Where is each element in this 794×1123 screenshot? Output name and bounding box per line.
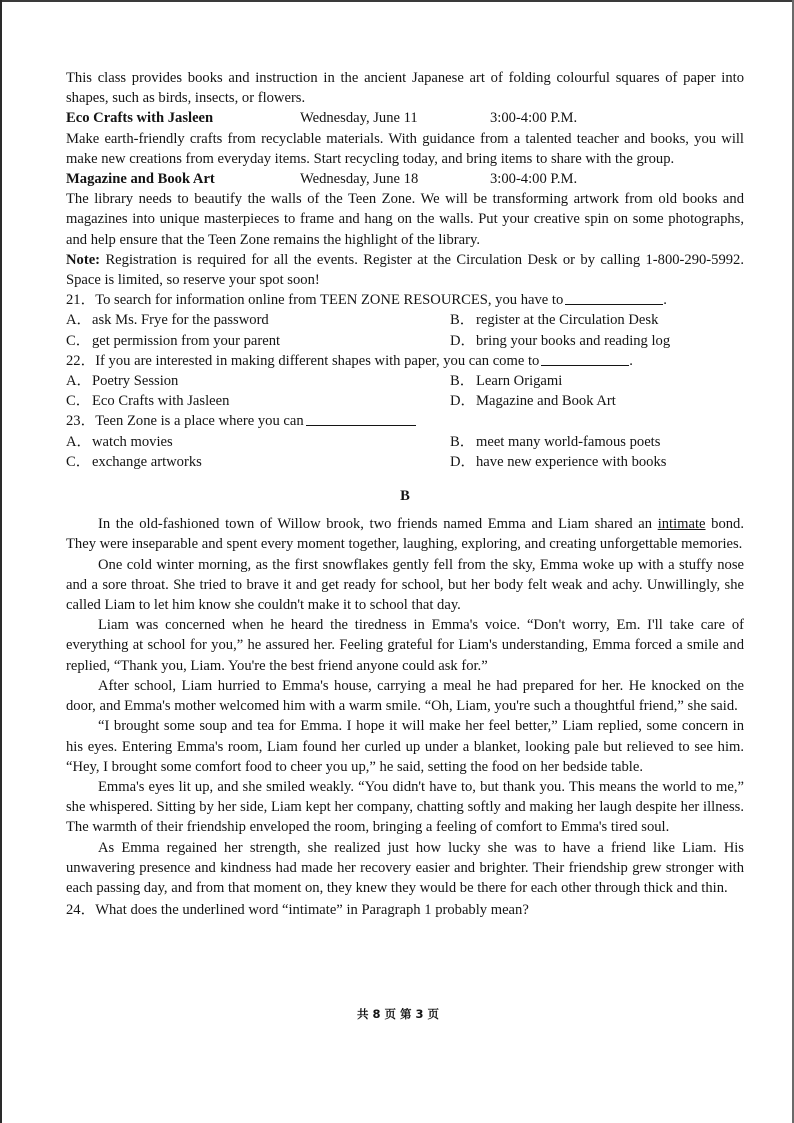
event-time: 3:00-4:00 P.M. — [490, 110, 578, 127]
magazine-art-description: The library needs to beautify the walls of the Teen Zone. We will be transforming artwork from old books and magazines into unique masterpieces to frame and hang on the walls. Put your creative spin on some photographs, and help ensure that the Teen Zone remains the highlight of the library. — [66, 191, 744, 248]
event-name: Magazine and Book Art — [66, 171, 215, 188]
option-text: Learn Origami — [476, 373, 563, 390]
option-text: ask Ms. Frye for the password — [92, 312, 269, 329]
origami-description: This class provides books and instruction in the ancient Japanese art of folding colourful squares of paper into shapes, such as birds, insects, or flowers. — [66, 70, 744, 107]
option-d — [450, 331, 744, 351]
answer-blank — [565, 290, 663, 305]
option-letter: C． — [66, 453, 91, 470]
question-21 — [66, 290, 744, 310]
option-text: Magazine and Book Art — [476, 393, 616, 410]
option-text: register at the Circulation Desk — [476, 312, 659, 329]
option-letter: C． — [66, 393, 91, 410]
underlined-word: intimate — [657, 516, 706, 533]
option-letter: B． — [450, 373, 475, 390]
option-b — [450, 310, 744, 330]
event-date: Wednesday, June 11 — [300, 110, 418, 127]
option-text: have new experience with books — [476, 453, 667, 470]
paragraph-text: bond. They were inseparable and spent every moment together, laughing, exploring, and creating unforgettable memories. — [66, 516, 744, 553]
option-letter: B． — [450, 312, 475, 329]
question-end: . — [663, 292, 667, 309]
option-b — [450, 432, 744, 452]
question-stem: 22．If you are interested in making different shapes with paper, you can come to — [66, 352, 540, 369]
question-23 — [66, 411, 744, 431]
option-a — [66, 310, 450, 330]
option-text: bring your books and reading log — [476, 332, 671, 349]
option-letter: D． — [450, 332, 476, 349]
paragraph-2: One cold winter morning, as the first snowflakes gently fell from the sky, Emma woke up with a stuffy nose and a sore throat. She tried to brave it and get ready for school, but her body felt weak and achy. Unwillingly, she called Liam to let him know she couldn't make it to school that day. — [66, 556, 744, 614]
options-row — [66, 391, 744, 411]
option-text: get permission from your parent — [92, 332, 281, 349]
option-d — [450, 452, 744, 472]
options-row — [66, 452, 744, 472]
paragraph-4: After school, Liam hurried to Emma's house, carrying a meal he had prepared for her. He knocked on the door, and Emma's mother welcomed him with a warm smile. “Oh, Liam, you're such a thoughtful friend,” she said. — [66, 677, 744, 715]
event-date: Wednesday, June 18 — [300, 171, 419, 188]
option-a — [66, 432, 450, 452]
event-time: 3:00-4:00 P.M. — [490, 171, 578, 188]
answer-blank — [541, 351, 629, 366]
option-letter: A． — [66, 433, 92, 450]
option-text: Eco Crafts with Jasleen — [92, 393, 230, 410]
paragraph-6: Emma's eyes lit up, and she smiled weakly. “You didn't have to, but thank you. This means the world to me,” she whispered. Sitting by her side, Liam kept her company, chatting softly and making her laugh despite her illness. The warmth of their friendship enveloped the room, bringing a feeling of comfort to Emma's tired soul. — [66, 778, 744, 836]
event-magazine-book-art — [66, 169, 744, 189]
option-c — [66, 452, 450, 472]
question-stem: 23．Teen Zone is a place where you can — [66, 413, 304, 430]
option-b — [450, 371, 744, 391]
page-footer: 共 8 页 第 3 页 — [356, 1007, 440, 1021]
question-stem: 21．To search for information online from TEEN ZONE RESOURCES, you have to — [66, 292, 564, 309]
registration-note — [66, 250, 744, 290]
scan-border-top — [2, 0, 794, 2]
event-name: Eco Crafts with Jasleen — [66, 110, 214, 127]
options-row — [66, 331, 744, 351]
option-text: exchange artworks — [92, 453, 202, 470]
section-heading: B — [400, 488, 410, 505]
question-end: . — [629, 352, 633, 369]
option-letter: B． — [450, 433, 475, 450]
options-row — [66, 371, 744, 391]
option-c — [66, 331, 450, 351]
note-label: Note: — [66, 251, 101, 268]
option-letter: A． — [66, 373, 92, 390]
option-letter: A． — [66, 312, 92, 329]
question-24: 24．What does the underlined word “intimate” in Paragraph 1 probably mean? — [66, 902, 529, 919]
options-row — [66, 432, 744, 452]
question-22 — [66, 351, 744, 371]
option-text: Poetry Session — [92, 373, 179, 390]
options-row — [66, 310, 744, 330]
note-text: Registration is required for all the events. Register at the Circulation Desk or by calling 1-800-290-5992. Space is limited, so reserve your spot soon! — [66, 251, 744, 289]
paragraph-3: Liam was concerned when he heard the tiredness in Emma's voice. “Don't worry, Em. I'll take care of everything at school for you,” he assured her. Feeling grateful for Liam's understanding, Emma forced a smile and replied, “Thank you, Liam. You're the best friend anyone could ask for.” — [66, 617, 744, 674]
paragraph-5: “I brought some soup and tea for Emma. I hope it will make her feel better,” Liam replied, some concern in his eyes. Entering Emma's room, Liam found her curled up under a blanket, looking pale but relieved to see him. “Hey, I brought some comfort food to cheer you up,” he said, setting the food on her bedside table. — [66, 718, 744, 775]
event-eco-crafts — [66, 108, 744, 128]
option-letter: C． — [66, 332, 91, 349]
answer-blank — [306, 411, 416, 426]
option-a — [66, 371, 450, 391]
paragraph-7: As Emma regained her strength, she realized just how lucky she was to have a friend like Liam. His unwavering presence and kindness had made her recovery easier and brighter. Their friendship grew stronger with each passing day, and from that moment on, they knew they would be there for each other through thick and thin. — [66, 839, 744, 896]
option-text: meet many world-famous poets — [476, 433, 661, 450]
option-c — [66, 391, 450, 411]
option-text: watch movies — [92, 433, 173, 450]
option-letter: D． — [450, 393, 476, 410]
option-letter: D． — [450, 453, 476, 470]
paragraph-text: In the old-fashioned town of Willow brook, two friends named Emma and Liam shared an — [98, 516, 653, 533]
eco-crafts-description: Make earth-friendly crafts from recyclable materials. With guidance from a talented teacher and books, you will make new creations from everyday items. Start recycling today, and bring items to share with the group. — [66, 130, 744, 167]
option-d — [450, 391, 744, 411]
paragraph-1 — [66, 514, 744, 554]
